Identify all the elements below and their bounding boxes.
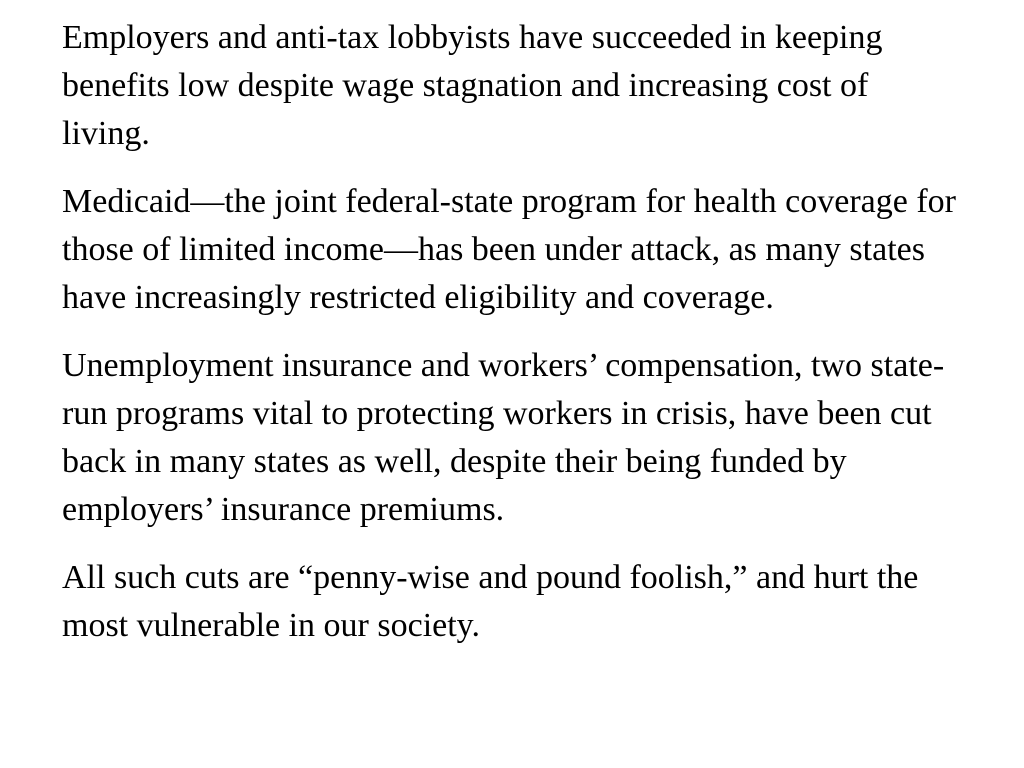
paragraph-unemployment-insurance: Unemployment insurance and workers’ compensation, two state-run programs vital to protecting workers in crisis, have been cut back in many states as well, despite their being funded by employers’ insurance premiums. xyxy=(62,347,945,528)
paragraph-conclusion: All such cuts are “penny-wise and pound foolish,” and hurt the most vulnerable in our society. xyxy=(62,559,919,644)
paragraph-medicaid: Medicaid—the joint federal-state program for health coverage for those of limited income—has been under attack, as many states have increasingly restricted eligibility and coverage. xyxy=(62,183,956,316)
paragraph-employers-benefits: Employers and anti-tax lobbyists have succeeded in keeping benefits low despite wage stagnation and increasing cost of living. xyxy=(62,19,883,152)
document-body xyxy=(62,14,962,650)
